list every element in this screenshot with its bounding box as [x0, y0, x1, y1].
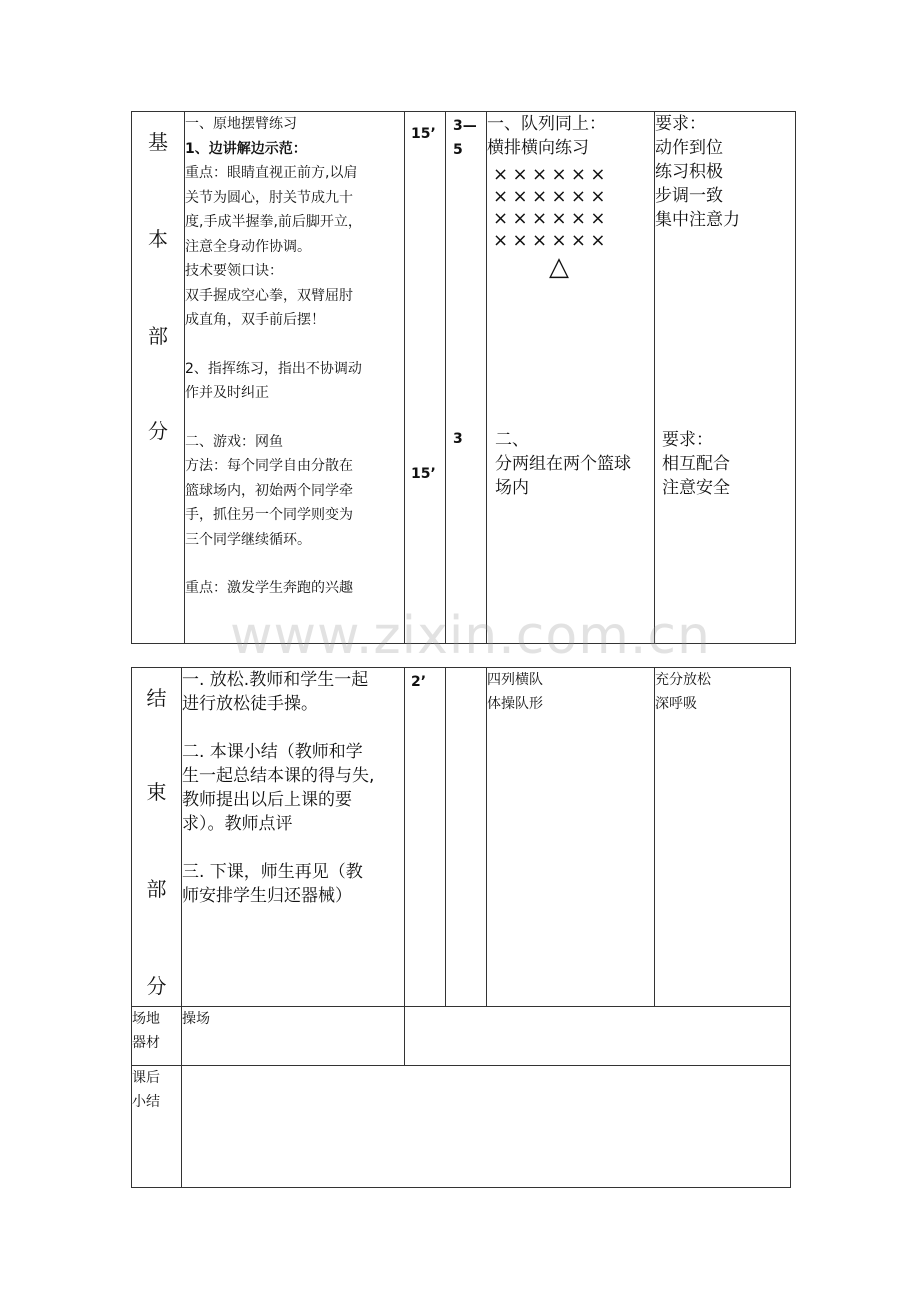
content-line: 教师提出以后上课的要 — [182, 790, 352, 810]
content-line: 2、指挥练习，指出不协调动 — [185, 360, 362, 377]
main-part-table — [131, 111, 796, 644]
content-line: 度,手成半握拳,前后脚开立， — [185, 214, 362, 230]
section-char: 分 — [148, 419, 168, 443]
formation-row: ×××××× — [493, 230, 610, 251]
section-char: 束 — [146, 780, 167, 804]
org-line: 一、队列同上： — [487, 114, 606, 134]
content-line: 技术要领口诀： — [185, 263, 283, 279]
content-line: 方法：每个同学自由分散在 — [185, 458, 353, 474]
req-line: 集中注意力 — [655, 210, 740, 230]
time-value: 15’ — [411, 466, 436, 482]
content-line: 注意全身动作协调。 — [185, 238, 311, 255]
venue-label-line: 器材 — [132, 1035, 160, 1051]
formation-row: ×××××× — [493, 186, 610, 207]
teacher-triangle-icon: △ — [549, 252, 569, 282]
formation-diagram — [487, 164, 654, 282]
section-char: 基 — [148, 130, 168, 154]
watermark: www.zixin.com.cn — [230, 606, 711, 666]
section-char: 部 — [146, 877, 167, 901]
closing-part-table — [131, 667, 791, 1188]
section-char: 部 — [148, 324, 168, 348]
reps-column — [446, 112, 487, 644]
content-line: 二. 本课小结（教师和学 — [182, 742, 363, 762]
req-line: 相互配合 — [662, 454, 730, 474]
time-column — [405, 112, 446, 644]
section-char: 分 — [146, 974, 167, 998]
time-value: 15’ — [411, 126, 436, 142]
org-line: 横排横向练习 — [487, 138, 589, 158]
org-line: 场内 — [495, 478, 529, 498]
section-char: 本 — [148, 227, 168, 251]
reps-value: 5 — [453, 142, 463, 158]
section-label-closing — [132, 668, 182, 1007]
summary-value — [182, 1066, 791, 1188]
venue-value: 操场 — [182, 1007, 405, 1066]
venue-empty — [405, 1007, 791, 1066]
venue-label-line: 场地 — [132, 1011, 160, 1027]
content-line: 一、原地摆臂练习 — [185, 116, 297, 132]
content-line: 重点：激发学生奔跑的兴趣 — [185, 580, 353, 596]
req-line: 要求： — [655, 114, 706, 134]
organization-column — [487, 112, 655, 644]
content-line: 双手握成空心拳，双臂屈肘 — [185, 287, 353, 304]
reps-value: 3— — [453, 118, 477, 134]
content-line: 生一起总结本课的得与失, — [182, 766, 375, 786]
formation-row: ×××××× — [493, 208, 610, 229]
formation-row: ×××××× — [493, 164, 610, 185]
closing-content — [182, 668, 405, 1007]
reps-value: 3 — [453, 431, 463, 447]
content-line: 1、边讲解边示范： — [185, 140, 307, 157]
content-line: 手，抓住另一个同学则变为 — [185, 507, 353, 523]
teaching-content — [185, 112, 405, 644]
time-column — [405, 668, 446, 1007]
content-line: 篮球场内，初始两个同学牵 — [185, 482, 353, 499]
req-line: 练习积极 — [655, 162, 723, 182]
organization-column — [487, 668, 655, 1007]
requirements-column — [655, 668, 791, 1007]
req-line: 充分放松 — [655, 672, 711, 688]
content-line: 求）。教师点评 — [182, 814, 293, 834]
content-line: 三. 下课，师生再见（教 — [182, 862, 363, 882]
req-line: 步调一致 — [655, 186, 723, 206]
venue-label — [132, 1007, 182, 1066]
org-line: 二、 — [495, 430, 529, 450]
content-line: 成直角，双手前后摆！ — [185, 312, 325, 328]
content-line: 一. 放松.教师和学生一起 — [182, 670, 369, 690]
req-line: 深呼吸 — [655, 696, 697, 712]
section-char: 结 — [146, 686, 167, 710]
content-line: 作并及时纠正 — [185, 385, 269, 401]
requirements-column — [655, 112, 796, 644]
time-value: 2’ — [411, 674, 427, 690]
summary-label — [132, 1066, 182, 1188]
org-line: 体操队形 — [487, 696, 543, 712]
req-line: 要求： — [662, 430, 713, 450]
org-line: 四列横队 — [487, 672, 543, 688]
content-line: 师安排学生归还器械） — [182, 886, 352, 906]
section-label-main — [132, 112, 185, 644]
content-line: 三个同学继续循环。 — [185, 531, 311, 548]
content-line: 二、游戏：网鱼 — [185, 433, 283, 450]
summary-label-line: 课后 — [132, 1070, 160, 1086]
content-line: 进行放松徒手操。 — [182, 694, 318, 714]
req-line: 动作到位 — [655, 138, 723, 158]
reps-column-empty — [446, 668, 487, 1007]
content-line: 关节为圆心，肘关节成九十 — [185, 189, 353, 206]
org-line: 分两组在两个篮球 — [495, 454, 631, 474]
req-line: 注意安全 — [662, 478, 730, 498]
content-line: 重点：眼睛直视正前方,以肩 — [185, 165, 358, 181]
summary-label-line: 小结 — [132, 1094, 160, 1110]
